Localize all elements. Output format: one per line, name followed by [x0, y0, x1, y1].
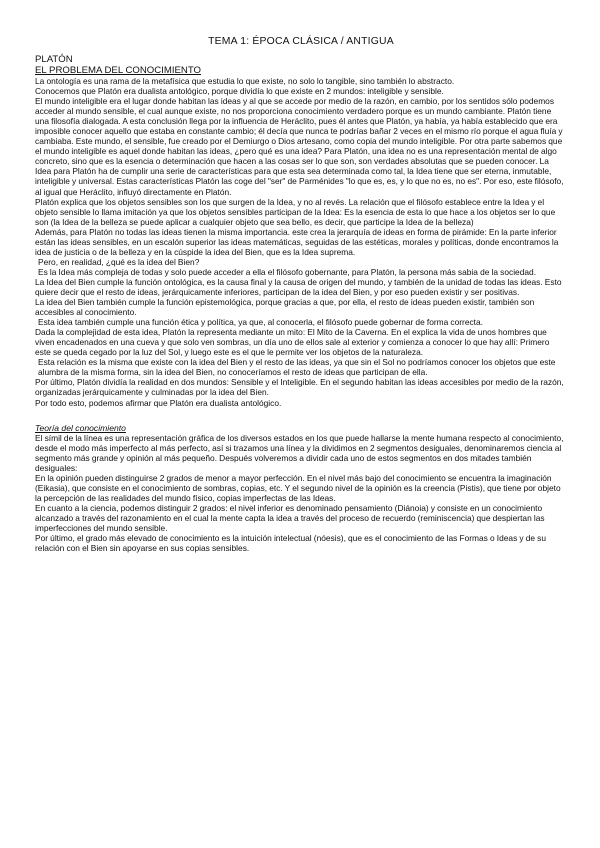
- paragraph: La ontología es una rama de la metafísica que estudia lo que existe, no solo lo tangible, sino también lo abstracto.: [35, 76, 455, 86]
- paragraph: Por último, Platón dividía la realidad en dos mundos: Sensible y el Inteligible. En el segundo habitan las ideas accesibles por medio de la razón, organizadas jerárquicamente y culminadas por la idea del Bien.: [35, 377, 564, 398]
- paragraph: Es la Idea más compleja de todas y solo puede acceder a ella el filósofo gobernante, para Platón, la persona más sabia de la sociedad.: [38, 266, 537, 277]
- paragraph: Esta relación es la misma que existe con la idea del Bien y el resto de las ideas, ya que sin el Sol no podríamos conocer los objetos que este alumbra de la misma forma, sin la idea del Bien, no conoceríamos el resto de ideas que participan de ella.: [38, 357, 556, 378]
- paragraph: Dada la complejidad de esta idea, Platón la representa mediante un mito: El Mito de la Caverna. En el explica la vida de unos hombres que viven encadenados en una cueva y que solo ven sombras, un día uno de ellos sale al exterior y comienza a conocer lo que hay allí: Primero este se queda cegado por la luz del Sol, y luego este es el que le permite ver los objetos de la naturaleza.: [35, 327, 550, 358]
- author-heading: PLATÓN: [35, 54, 73, 65]
- section-heading-problema: EL PROBLEMA DEL CONOCIMIENTO: [35, 65, 201, 76]
- document-title: TEMA 1: ÉPOCA CLÁSICA / ANTIGUA: [208, 36, 394, 47]
- paragraph: En cuanto a la ciencia, podemos distinguir 2 grados: el nivel inferior es denominado pensamiento (Diánoia) y consiste en un conocimiento alcanzado a través del razonamiento en el cual la mente capta la idea a través del proceso de recuerdo (reminiscencia) que despiertan las imperfecciones del mundo sensible.: [35, 502, 545, 533]
- section-spacer: [35, 408, 567, 423]
- paragraph: Conocemos que Platón era dualista antológico, porque dividía lo que existe en 2 mundos: inteligible y sensible.: [35, 86, 444, 97]
- paragraph: Además, para Platón no todas las ideas tienen la misma importancia. este crea la jerarquía de ideas en forma de pirámide: En la parte inferior están las ideas sensibles, en un escalón superior las ideas matemáticas, seguidas de las estéticas, morales y políticas, donde encontramos la idea de justicia o de la belleza y en la cúspide la idea del Bien, que es la Idea suprema.: [35, 226, 559, 257]
- paragraph: Por todo esto, podemos afirmar que Platón era dualista antológico.: [35, 397, 282, 408]
- paragraph: La idea del Bien también cumple la función epistemológica, porque gracias a que, por ella, el resto de ideas pueden existir, también son accesibles al conocimiento.: [35, 297, 535, 318]
- document-page: [35, 36, 567, 553]
- paragraph: En la opinión pueden distinguirse 2 grados de menor a mayor perfección. En el nivel más bajo del conocimiento se encuentra la imaginación (Eikasia), que consiste en el conocimiento de sombras, copias, etc. Y el segundo nivel de la opinión es la creencia (Pistis), que tiene por objeto la percepción de las realidades del mundo físico, copias imperfectas de las Ideas.: [35, 472, 561, 503]
- paragraph: Esta idea también cumple una función ética y política, ya que, al conocerla, el filósofo puede gobernar de forma correcta.: [38, 317, 483, 328]
- section-heading-teoria: Teoría del conocimiento: [35, 422, 126, 433]
- paragraph: La Idea del Bien cumple la función ontológica, es la causa final y la causa de origen del mundo, y también de la unidad de todas las ideas. Esto quiere decir que el resto de ideas, jerárquicamente inferiores, participan de la idea del Bien, y por eso pueden existir y ser positivas.: [35, 276, 562, 297]
- paragraph: El mundo inteligible era el lugar donde habitan las ideas y al que se accede por medio de la razón, en cambio, por los sentidos sólo podemos acceder al mundo sensible, el cual aunque existe, no nos proporciona conocimiento verdadero porque es un mundo cambiante. Platón tiene una filosofía dialogada. A esta conclusión llega por la influencia de Heráclito, pues él antes que Platón, ya había, ya había establecido que era imposible conocer aquello que estaba en constante cambio; él decía que nunca te podrías bañar 2 veces en el mismo río porque el agua fluía y cambiaba. Este mundo, el sensible, fue creado por el Demiurgo o Dios artesano, como copia del mundo inteligible. Por otra parte sabemos que el mundo inteligible es aquel donde habitan las ideas, ¿pero qué es una idea? Para Platón, una idea no es una representación mental de algo concreto, sino que es la esencia o determinación que hacen a las cosas ser lo que son, son verdades absolutas que se pueden conocer. La Idea para Platón ha de cumplir una serie de características para que esta sea determinada como tal, la Idea tiene que ser eterna, inmutable, inteligible y universal. Estas características Platón las coge del "ser" de Parménides "lo que es, es, y lo que no es, no es". Por eso, este filósofo, al igual que Heráclito, influyó directamente en Platón.: [35, 96, 564, 197]
- paragraph: Por último, el grado más elevado de conocimiento es la intuición intelectual (nóesis), que es el conocimiento de las Formas o Ideas y de su relación con el Bien sin apoyarse en sus copias sensibles.: [35, 533, 547, 554]
- paragraph: El símil de la línea es una representación gráfica de los diversos estados en los que puede hallarse la mente humana respecto al conocimiento, desde el modo más imperfecto al más perfecto, así si trazamos una línea y la dividimos en 2 segmentos desiguales, denominaremos ciencia al segmento más grande y opinión al más pequeño. Después volveremos a dividir cada uno de estos segmentos en dos mitades también desiguales:: [35, 432, 564, 473]
- paragraph: Platón explica que los objetos sensibles son los que surgen de la Idea, y no al revés. La relación que el filósofo establece entre la Idea y el objeto sensible lo llama imitación ya que los objetos sensibles participan de la Idea: Es la esencia de esta lo que hace a los objetos ser lo que son (la Idea de la belleza se puede aplicar a cualquier objeto que sea bello, es decir, que participe la Idea de la belleza): [35, 196, 556, 227]
- paragraph: Pero, en realidad, ¿qué es la idea del Bien?: [38, 256, 200, 267]
